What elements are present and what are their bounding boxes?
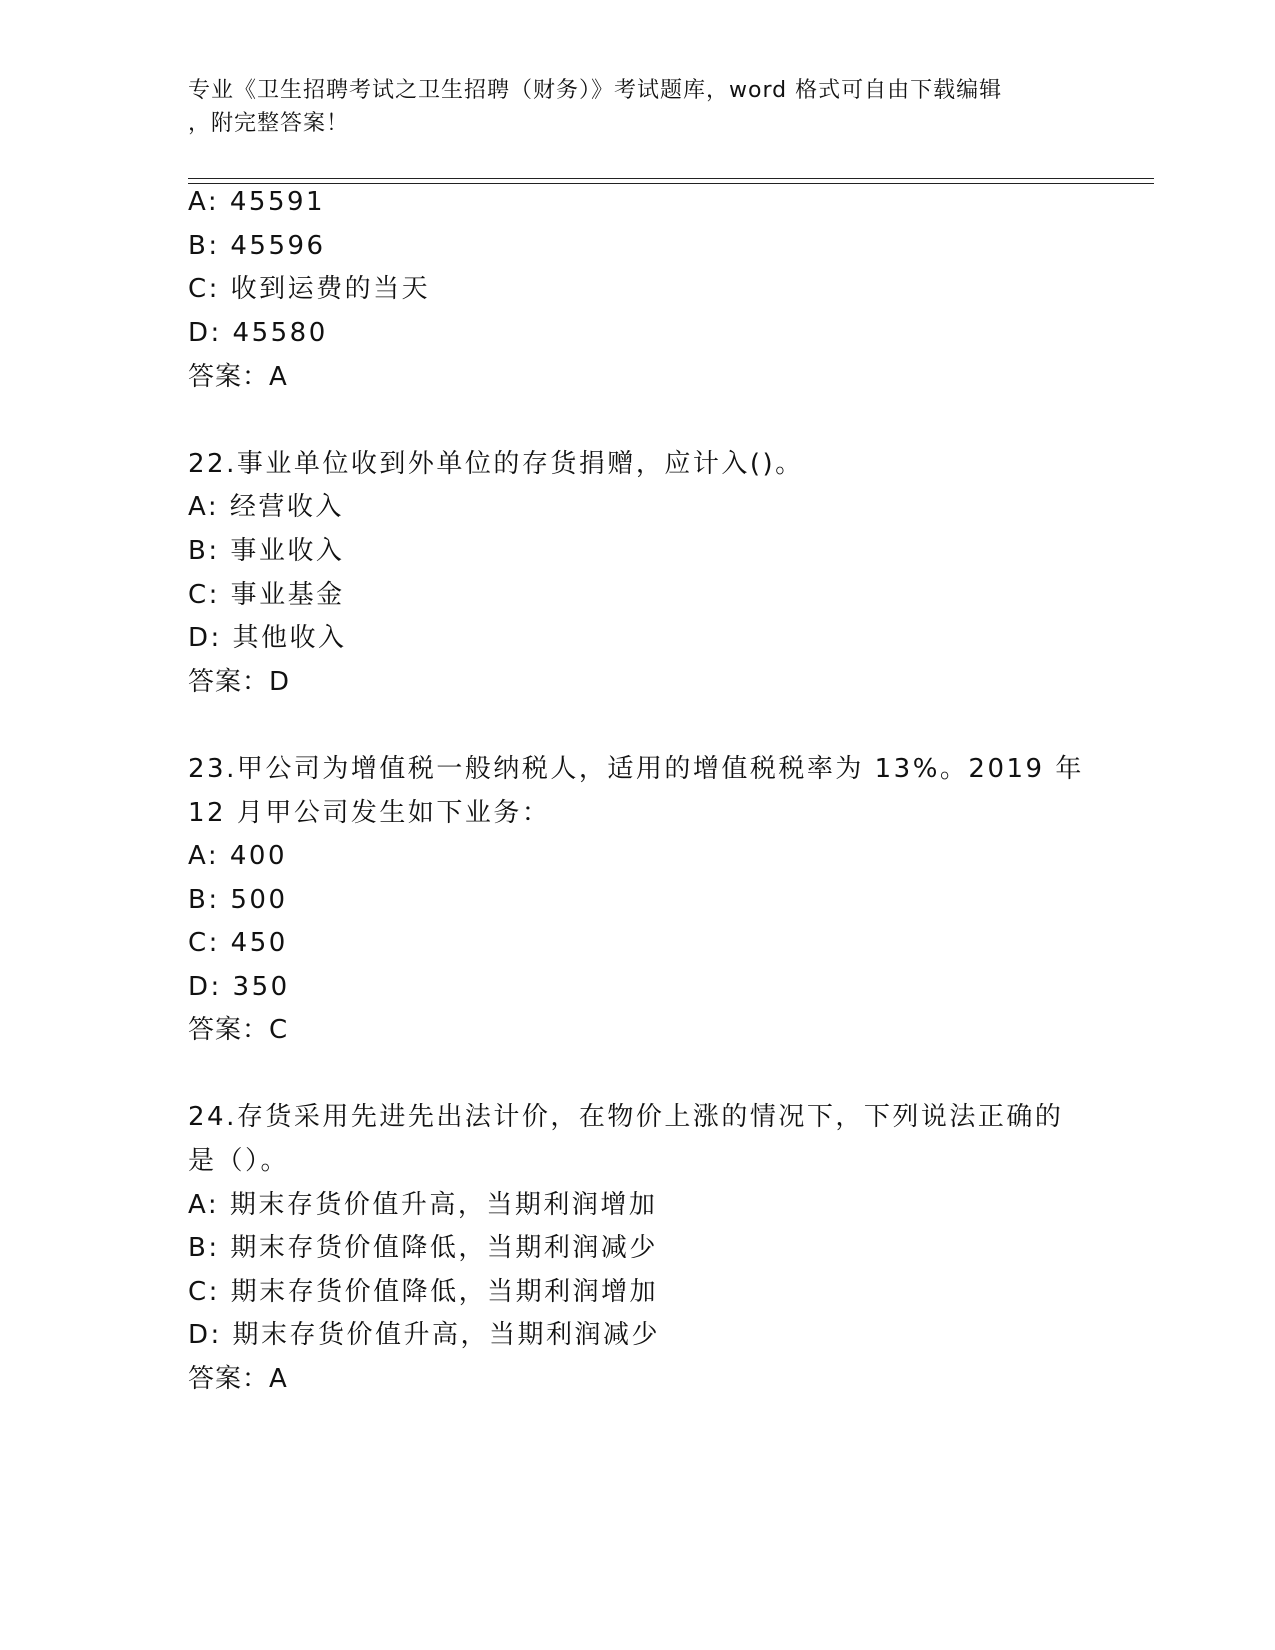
document-header <box>188 74 1088 140</box>
q22-option-c: C: 事业基金 <box>188 580 345 610</box>
q21-option-a: A: 45591 <box>188 187 326 217</box>
q23-stem-line-2: 12 月甲公司发生如下业务： <box>188 798 551 828</box>
q21-option-d: D: 45580 <box>188 318 328 348</box>
header-line-1: 专业《卫生招聘考试之卫生招聘（财务）》考试题库，word 格式可自由下载编辑 <box>188 78 1003 103</box>
q24-stem-line-2: 是（）。 <box>188 1146 290 1176</box>
q24-answer: 答案：A <box>188 1364 288 1394</box>
q22-option-b: B: 事业收入 <box>188 536 345 566</box>
q23-option-c: C: 450 <box>188 928 288 958</box>
header-divider-top <box>188 178 1154 179</box>
q21-answer: 答案：A <box>188 362 288 392</box>
header-divider-bottom <box>188 183 1154 184</box>
q24-option-c: C: 期末存货价值降低，当期利润增加 <box>188 1277 659 1307</box>
q22-stem: 22.事业单位收到外单位的存货捐赠，应计入()。 <box>188 449 804 479</box>
q23-option-d: D: 350 <box>188 972 290 1002</box>
q23-answer: 答案：C <box>188 1015 289 1045</box>
q24-option-b: B: 期末存货价值降低，当期利润减少 <box>188 1233 658 1263</box>
q24-option-d: D: 期末存货价值升高，当期利润减少 <box>188 1320 661 1350</box>
q21-option-c: C: 收到运费的当天 <box>188 274 431 304</box>
q21-option-b: B: 45596 <box>188 231 326 261</box>
q22-answer: 答案：D <box>188 667 291 697</box>
q23-option-a: A: 400 <box>188 841 287 871</box>
q24-option-a: A: 期末存货价值升高，当期利润增加 <box>188 1190 658 1220</box>
q23-stem-line-1: 23.甲公司为增值税一般纳税人，适用的增值税税率为 13%。2019 年 <box>188 754 1084 784</box>
q22-option-d: D: 其他收入 <box>188 623 347 653</box>
q22-option-a: A: 经营收入 <box>188 492 344 522</box>
q23-option-b: B: 500 <box>188 885 288 915</box>
q24-stem-line-1: 24.存货采用先进先出法计价，在物价上涨的情况下，下列说法正确的 <box>188 1102 1064 1132</box>
header-line-2: ，附完整答案！ <box>188 111 350 136</box>
